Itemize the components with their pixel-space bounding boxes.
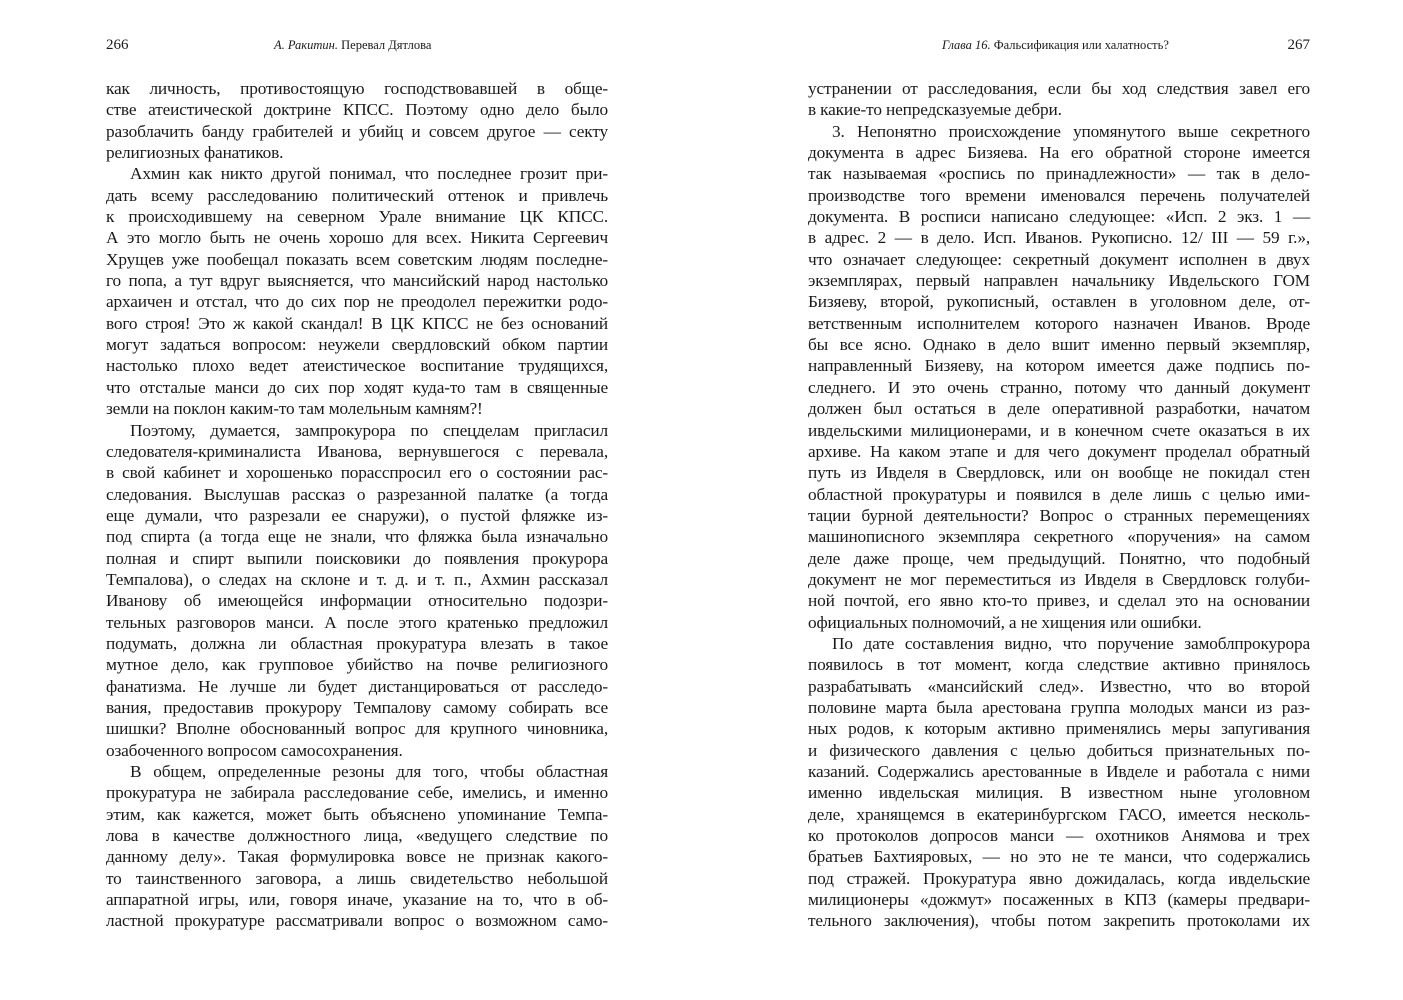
text-line: полная и спирт выпили поисковики до появления прокурора bbox=[106, 548, 608, 568]
text-line: прокуратура не забирала расследование себе, имелись, и именно bbox=[106, 783, 608, 803]
text-line: озабоченного вопросом самосохранения. bbox=[106, 740, 403, 760]
text-line: настолько плохо ведет атеистическое воспитание трудящихся, bbox=[106, 356, 608, 376]
text-line: еще думали, что разрезали ее снаружи), о пустой фляжке из- bbox=[106, 505, 608, 525]
text-line: производстве того времени именовался перечень получателей bbox=[808, 185, 1310, 205]
text-line: Хрущев уже пообещал показать всем советским людям последне- bbox=[106, 249, 608, 269]
page-number-left: 266 bbox=[106, 37, 129, 53]
page-number-right: 267 bbox=[1287, 37, 1310, 53]
text-line: Иванову об имеющейся информации относительно подозри- bbox=[106, 591, 608, 611]
text-line: этим, как кажется, может быть объяснено упоминание Темпа- bbox=[106, 804, 608, 824]
text-line: машинописного экземпляра секретного «поручения» на самом bbox=[808, 527, 1310, 547]
text-line: подумать, должна ли областная прокуратура влезать в такое bbox=[106, 633, 608, 653]
text-line: По дате составления видно, что поручение замоблпрокурора bbox=[832, 633, 1310, 653]
text-line: следователя-криминалиста Иванова, вернувшегося с перевала, bbox=[106, 441, 608, 461]
text-line: ветственным исполнителем которого назначен Иванов. Вроде bbox=[808, 313, 1310, 333]
left-page-body-text bbox=[106, 78, 608, 932]
text-line: А это могло быть не очень хорошо для всех. Никита Сергеевич bbox=[106, 228, 608, 248]
text-line: следования. Выслушав рассказ о разрезанной палатке (а тогда bbox=[106, 484, 608, 504]
text-line: бы все ясно. Однако в дело вшит именно первый экземпляр, bbox=[808, 335, 1310, 355]
text-line: религиозных фанатиков. bbox=[106, 143, 284, 163]
text-line: фанатизма. Не лучше ли будет дистанцироваться от расследо- bbox=[106, 676, 608, 696]
text-line: именно ивдельская милиция. В известном ныне уголовном bbox=[808, 783, 1310, 803]
text-line: земли на поклон каким-то там молельным камням?! bbox=[106, 399, 483, 419]
text-line: В общем, определенные резоны для того, чтобы областная bbox=[130, 762, 608, 781]
text-line: как личность, противостоящую господствовавшей в обще- bbox=[106, 79, 608, 98]
running-head-title-right bbox=[942, 34, 1169, 56]
text-line: под спирта (а тогда еще не знали, что фляжка была изначально bbox=[106, 527, 608, 547]
running-head-author: А. Ракитин. bbox=[274, 38, 338, 52]
running-head-left bbox=[106, 34, 608, 56]
text-line: лова в качестве должностного лица, «ведущего следствие по bbox=[106, 826, 608, 846]
text-line: братьев Бахтияровых, — но это не те манси, что содержались bbox=[808, 847, 1310, 867]
text-line: устранении от расследования, если бы ход следствия завел его bbox=[808, 79, 1310, 98]
text-line: мутное дело, как групповое убийство на почве религиозного bbox=[106, 655, 608, 675]
text-line: официальных полномочий, а не хищения или ошибки. bbox=[808, 612, 1202, 632]
text-line: казаний. Содержались арестованные в Ивделе и работала с ними bbox=[808, 762, 1310, 781]
text-line: вания, предоставив прокурору Темпалову самому собирать все bbox=[106, 697, 608, 717]
running-head-book-title: Перевал Дятлова bbox=[338, 38, 432, 52]
right-page bbox=[808, 0, 1310, 1000]
right-page-body-text bbox=[808, 78, 1310, 932]
text-line: то таинственного заговора, а лишь свидетельство небольшой bbox=[106, 868, 608, 888]
text-line: и физического давления с целью добиться признательных по- bbox=[808, 740, 1310, 760]
text-line: Поэтому, думается, зампрокурора по спецделам пригласил bbox=[130, 420, 608, 440]
text-line: появилось в тот момент, когда следствие активно принялось bbox=[808, 655, 1310, 675]
text-line: Ахмин как никто другой понимал, что последнее грозит при- bbox=[130, 164, 608, 184]
text-line: ластной прокуратуре рассматривали вопрос о возможном само- bbox=[106, 911, 608, 931]
text-line: в какие-то непредсказуемые дебри. bbox=[808, 100, 1062, 120]
text-line: данному делу». Такая формулировка вовсе не признак какого- bbox=[106, 847, 608, 867]
text-line: 3. Непонятно происхождение упомянутого выше секретного bbox=[832, 121, 1310, 141]
text-line: направленный Бизяеву, на котором имеется даже подпись по- bbox=[808, 356, 1310, 376]
text-line: Темпалова), о следах на склоне и т. д. и т. п., Ахмин рассказал bbox=[106, 569, 608, 589]
text-line: документа в адрес Бизяева. На его обратной стороне имеется bbox=[808, 143, 1310, 163]
text-line: ивдельскими милиционерами, и в конечном счете оказаться в их bbox=[808, 420, 1310, 440]
text-line: в свой кабинет и хорошенько порасспросил его о состоянии рас- bbox=[106, 463, 608, 483]
text-line: экземплярах, первый направлен начальнику Ивдельского ГОМ bbox=[808, 271, 1310, 291]
text-line: тельных разговоров манси. А после этого кратенько предложил bbox=[106, 612, 608, 632]
text-line: тации бурной деятельности? Вопрос о странных перемещениях bbox=[808, 505, 1310, 525]
left-page bbox=[106, 0, 608, 1000]
text-line: вого строя! Это ж какой скандал! В ЦК КПСС не без оснований bbox=[106, 313, 608, 333]
text-line: ных родов, к которым активно применялись меры запугивания bbox=[808, 719, 1310, 739]
text-line: разрабатывать «мансийский след». Известно, что во второй bbox=[808, 676, 1310, 696]
text-line: стве атеистической доктрине КПСС. Поэтому одно дело было bbox=[106, 100, 608, 120]
running-head-right bbox=[808, 34, 1310, 56]
text-line: что отсталые манси до сих пор ходят куда-то там в священные bbox=[106, 377, 608, 397]
text-line: документа. В росписи написано следующее: «Исп. 2 экз. 1 — bbox=[808, 207, 1310, 227]
text-line: что означает следующее: секретный документ исполнен в двух bbox=[808, 249, 1310, 269]
text-line: должен был остаться в деле оперативной разработки, начатом bbox=[808, 399, 1310, 419]
text-line: к происходившему на северном Урале внимание ЦК КПСС. bbox=[106, 207, 608, 227]
running-head-title-left bbox=[274, 34, 431, 56]
text-line: аппаратной игры, или, говоря иначе, указание на то, что в об- bbox=[106, 890, 608, 910]
text-line: разоблачить банду грабителей и убийц и совсем другое — секту bbox=[106, 121, 608, 141]
text-line: под стражей. Прокуратура явно дожидалась, когда ивдельские bbox=[808, 868, 1310, 888]
text-line: шишки? Вполне обоснованный вопрос для крупного чиновника, bbox=[106, 719, 608, 739]
text-line: ной почтой, его явно кто-то привез, и сделал это на основании bbox=[808, 591, 1310, 611]
text-line: Бизяеву, второй, рукописный, оставлен в уголовном деле, от- bbox=[808, 292, 1310, 312]
text-line: следнего. И это очень странно, потому что данный документ bbox=[808, 377, 1310, 397]
text-line: деле даже проще, чем предыдущий. Понятно, что подобный bbox=[808, 548, 1310, 568]
text-line: документ не мог переместиться из Ивделя в Свердловск голуби- bbox=[808, 569, 1310, 589]
running-head-chapter: Глава 16. bbox=[942, 38, 991, 52]
text-line: половине марта была арестована группа молодых манси из раз- bbox=[808, 697, 1310, 717]
text-line: тельного заключения), чтобы потом закрепить протоколами их bbox=[808, 911, 1310, 931]
text-line: милиционеры «дожмут» посаженных в КПЗ (камеры предвари- bbox=[808, 890, 1310, 910]
text-line: го попа, а тут вдруг выясняется, что мансийский народ настолько bbox=[106, 271, 608, 291]
running-head-chapter-title: Фальсификация или халатность? bbox=[990, 38, 1169, 52]
text-line: могут задаться вопросом: неужели свердловский обком партии bbox=[106, 335, 608, 355]
text-line: так называемая «роспись по принадлежности» — так в дело- bbox=[808, 164, 1310, 184]
text-line: архаичен и отстал, что до сих пор не преодолел пережитки родо- bbox=[106, 292, 608, 312]
text-line: ко протоколов допросов манси — охотников Анямова и трех bbox=[808, 826, 1310, 846]
text-line: деле, хранящемся в екатеринбургском ГАСО, имеется несколь- bbox=[808, 804, 1310, 824]
text-line: путь из Ивделя в Свердловск, или он вообще не покидал стен bbox=[808, 463, 1310, 483]
text-line: в адрес. 2 — в дело. Исп. Иванов. Рукописно. 12/ III — 59 г.», bbox=[808, 228, 1310, 248]
text-line: дать всему расследованию политический оттенок и привлечь bbox=[106, 185, 608, 205]
text-line: архиве. На каком этапе и для чего документ проделал обратный bbox=[808, 441, 1310, 461]
text-line: областной прокуратуры и появился в деле лишь с целью ими- bbox=[808, 484, 1310, 504]
